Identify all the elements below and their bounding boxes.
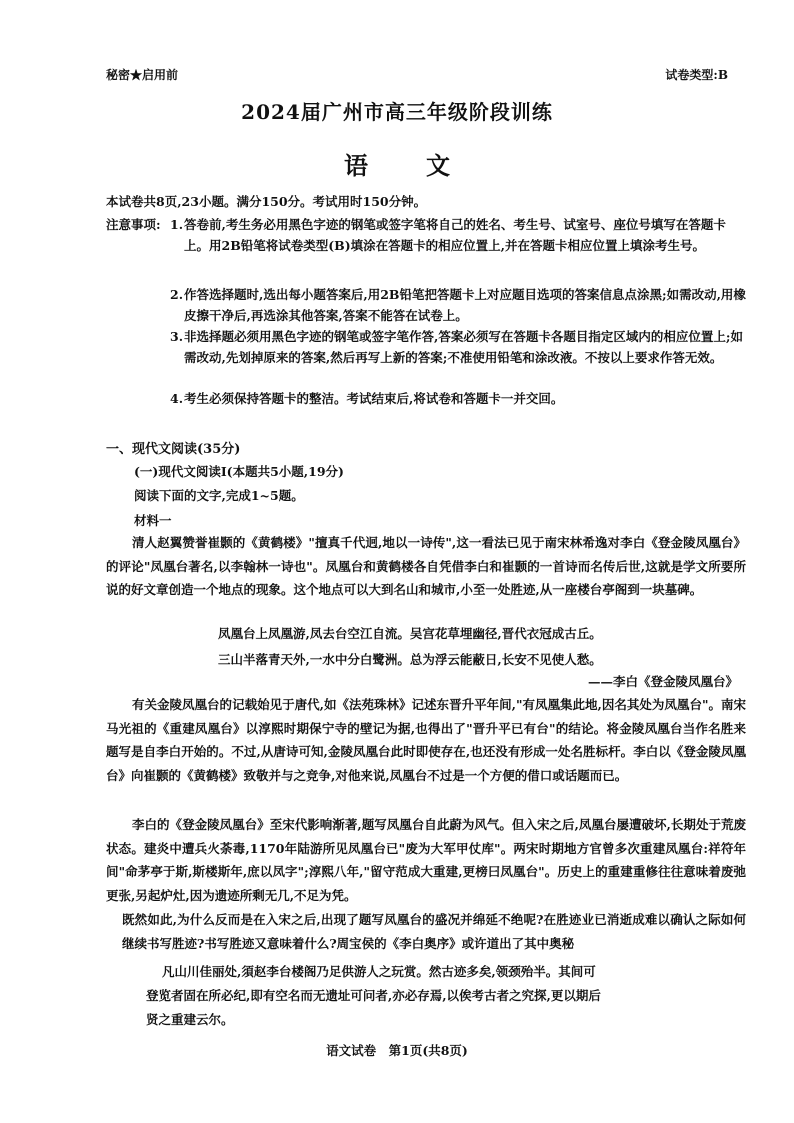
notice-item-number: 4. [170,391,184,406]
exam-info: 本试卷共8页,23小题。满分150分。考试用时150分钟。 [106,194,427,209]
exam-title: 2024届广州市高三年级阶段训练 [241,100,553,124]
subject-char-1: 语 [344,151,368,180]
notice-item-number: 2. [170,287,184,302]
notice-item-text: 作答选择题时,选出每小题答案后,用2B铅笔把答题卡上对应题目选项的答案信息点涂黑;如需改动,用橡皮擦干净后,再选涂其他答案,答案不能答在试卷上。 [184,287,746,323]
confidential-label: 秘密★启用前 [106,68,179,82]
paper-type-label: 试卷类型:B [665,68,728,82]
notice-label: 注意事项: [106,217,161,232]
notice-item-text: 答卷前,考生务必用黑色字迹的钢笔或签字笔将自己的姓名、考生号、试室号、座位号填写在答题卡上。用2B铅笔将试卷类型(B)填涂在答题卡的相应位置上,并在答题卡相应位置上填涂考生号。 [184,217,726,253]
subject-char-2: 文 [426,151,450,180]
notice-item-number: 1. [170,217,184,232]
paragraph-4: 既然如此,为什么反而是在入宋之后,出现了题写凤凰台的盛况并绵延不绝呢?在胜迹业已消逝成难以确认之际如何继续书写胜迹?书写胜迹又意味着什么?周宝侯的《李白奥序》或许道出了其中奥秘 [122,912,746,951]
reading-instruction: 阅读下面的文字,完成1~5题。 [134,488,304,503]
notice-item-text: 考生必须保持答题卡的整洁。考试结束后,将试卷和答题卡一并交回。 [184,391,564,406]
poem-line-2: 三山半落青天外,一水中分白鹭洲。总为浮云能蔽日,长安不见使人愁。 [218,652,602,667]
poem-attribution: ——李白《登金陵凤凰台》 [587,674,738,689]
notice-item-4 [170,388,746,409]
notice-item-number: 3. [170,329,184,344]
paragraph-3: 李白的《登金陵凤凰台》至宋代影响渐著,题写凤凰台自此蔚为风气。但入宋之后,凤凰台屡遭破坏,长期处于荒废状态。建炎中遭兵火荼毒,1170年陆游所见凤凰台已"废为大军甲仗库"。两宋时期地方官曾多次重建凤凰台:祥符年间"命茅亭于斯,斯楼斯年,庶以凤字";淳熙八年,"留守范成大重建,更榜曰凤凰台"。历史上的重建重修往往意味着废弛更张,另起炉灶,因为遗迹所剩无几,不足为凭。 [106,817,746,903]
notice-item-3 [170,326,746,368]
poem-line-1: 凤凰台上凤凰游,凤去台空江自流。吴宫花草埋幽径,晋代衣冠成古丘。 [218,626,602,641]
subject-title [0,146,794,181]
subsection-heading: (一)现代文阅读Ⅰ(本题共5小题,19分) [134,464,344,479]
page-footer: 语文试卷 第1页(共8页) [326,1043,468,1058]
section-heading: 一、现代文阅读(35分) [106,442,241,457]
notice-item-text: 非选择题必须用黑色字迹的钢笔或签字笔作答,答案必须写在答题卡各题目指定区域内的相应位置上;如需改动,先划掉原来的答案,然后再写上新的答案;不准使用铅笔和涂改液。不按以上要求作答无效。 [184,329,743,365]
material-label: 材料一 [134,513,172,528]
quote-line-1: 凡山川佳丽处,須赵李台楼阁乃足供游人之玩赏。然古迹多矣,领颈殆半。其间可 [162,964,596,979]
paragraph-1: 清人赵翼赞誉崔颢的《黄鹤楼》"擅真千代迥,地以一诗传",这一看法已见于南宋林希逸对李白《登金陵凤凰台》的评论"凤凰台著名,以李翰林一诗也"。凤凰台和黄鹤楼各自凭借李白和崔颢的一首诗而名传后世,这就是学文所要所说的好文章创造一个地点的现象。这个地点可以大到名山和城市,小至一处胜迹,从一座楼台亭阁到一块墓碑。 [106,535,746,597]
quote-line-3: 贤之重建云尔。 [146,1012,234,1027]
notice-item-2 [170,284,746,326]
quote-line-2: 登览者固在所必纪,即有空名而无遗址可问者,亦必存焉,以俟考古者之究探,更以期后 [146,988,601,1003]
notice-item-1 [170,214,746,256]
paragraph-2: 有关金陵凤凰台的记载始见于唐代,如《法苑珠林》记述东晋升平年间,"有凤凰集此地,因名其处为凤凰台"。南宋马光祖的《重建凤凰台》以淳熙时期保宁寺的壁记为据,也得出了"晋升平已有台"的结论。将金陵凤凰台当作名胜来题写是自李白开始的。不过,从唐诗可知,金陵凤凰台此时即使存在,也还没有形成一处名胜标杆。李白以《登金陵凤凰台》向崔颢的《黄鹤楼》致敬并与之竞争,对他来说,凤凰台不过是一个方便的借口或话题而已。 [106,697,746,783]
